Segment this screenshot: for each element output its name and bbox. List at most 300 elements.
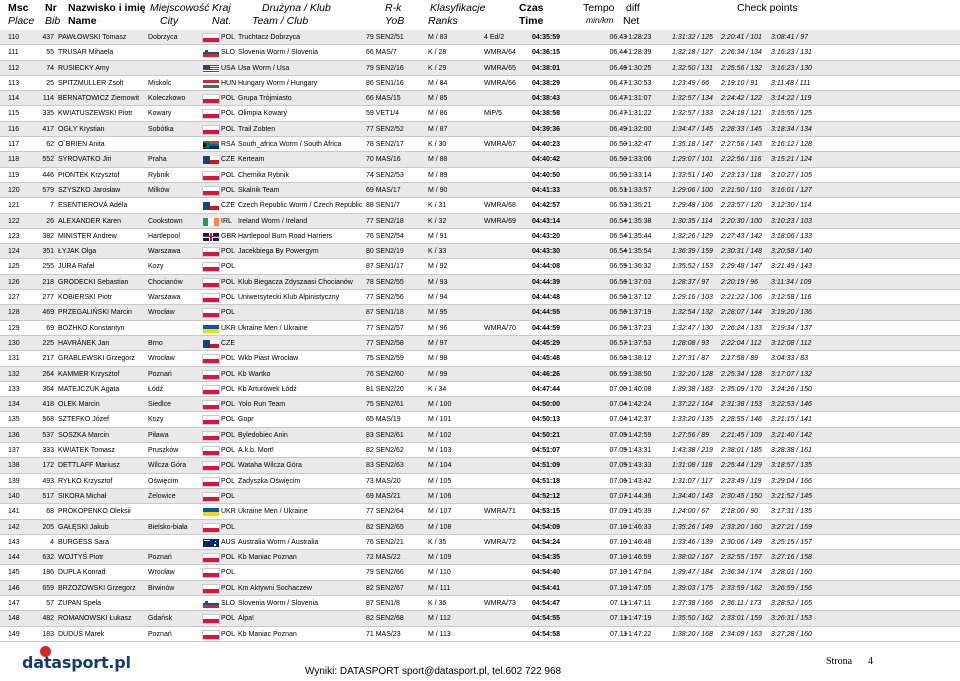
cell-diff: +1:43:31 bbox=[624, 447, 652, 455]
table-row bbox=[0, 106, 960, 121]
cell-time: 04:46:26 bbox=[531, 370, 560, 378]
cell-name: GAŁĘSKI Jakub bbox=[58, 523, 109, 531]
cell-team: Truchtacz Dobrzyca bbox=[238, 34, 300, 41]
cell-city: Gdańsk bbox=[148, 615, 173, 623]
cell-time: 04:54:35 bbox=[531, 554, 560, 562]
cell-time: 04:51:07 bbox=[531, 447, 560, 455]
cell-city: Kowary bbox=[148, 110, 172, 118]
cell-tempo: 07.10 bbox=[609, 538, 627, 546]
cell-pos: 135 bbox=[8, 416, 20, 424]
cell-team: Kb Maniac Poznan bbox=[238, 630, 297, 638]
cell-name: BOZHKO Konstantyn bbox=[58, 324, 125, 332]
cell-cat: M / 85 bbox=[428, 95, 448, 103]
table-row bbox=[0, 550, 960, 565]
cell-name: BERNATOWICZ Ziemowit bbox=[58, 95, 140, 103]
cell-diff: +1:33:06 bbox=[624, 156, 652, 164]
cell-nat: POL bbox=[221, 309, 236, 317]
cell-team: Jacekbiega By Powergym bbox=[238, 248, 319, 256]
cell-bib: 277 bbox=[42, 294, 54, 302]
flag-pol-icon bbox=[203, 478, 219, 486]
cell-team: Czech Republic Worm / Czech Republic bbox=[238, 202, 363, 210]
cell-cp3: 3:10:27 / 105 bbox=[771, 171, 812, 179]
cell-yob: 76 SEN2/54 bbox=[366, 232, 404, 240]
cell-cat: M / 84 bbox=[428, 79, 448, 87]
cell-diff: +1:31:07 bbox=[624, 95, 652, 103]
cell-yob: 77 SEN2/56 bbox=[366, 294, 404, 302]
table-row bbox=[0, 183, 960, 198]
cell-nat: POL bbox=[221, 263, 236, 271]
cell-bib: 446 bbox=[42, 171, 54, 179]
cell-cp1: 1:37:38 / 166 bbox=[672, 599, 713, 607]
cell-team: Usa Worm / Usa bbox=[238, 64, 290, 72]
flag-pol-icon bbox=[203, 355, 219, 363]
cell-name: MINISTER Andrew bbox=[58, 232, 117, 240]
cell-tempo: 06.49 bbox=[609, 125, 627, 133]
cell-diff: +1:44:36 bbox=[624, 492, 652, 500]
cell-tempo: 07.07 bbox=[609, 492, 627, 500]
cell-city: Poznań bbox=[148, 370, 172, 378]
header-minkm: min/km bbox=[586, 15, 614, 25]
flag-pol-icon bbox=[203, 126, 219, 134]
cell-bib: 26 bbox=[46, 217, 54, 225]
cell-name: SIKORA Michał bbox=[58, 492, 107, 500]
cell-name: BURGESS Sara bbox=[58, 538, 109, 546]
cell-nat: POL bbox=[221, 355, 236, 363]
cell-nat: POL bbox=[221, 294, 236, 302]
cell-cp2: 2:30:06 / 149 bbox=[721, 538, 762, 546]
cell-time: 04:50:00 bbox=[531, 401, 560, 409]
cell-bib: 4 bbox=[50, 538, 54, 546]
cell-pos: 140 bbox=[8, 492, 20, 500]
cell-cat: M / 106 bbox=[428, 492, 452, 500]
cell-bib: 264 bbox=[42, 370, 54, 378]
cell-pos: 130 bbox=[8, 339, 20, 347]
cell-diff: +1:35:38 bbox=[624, 217, 652, 225]
cell-cat: K / 28 bbox=[428, 49, 447, 57]
table-row bbox=[0, 581, 960, 596]
cell-cp1: 1:38:20 / 168 bbox=[672, 630, 713, 638]
cell-name: SOSZKA Marcin bbox=[58, 431, 109, 439]
table-row bbox=[0, 275, 960, 290]
cell-cp3: 3:16:12 / 128 bbox=[771, 141, 812, 149]
cell-time: 04:54:40 bbox=[531, 569, 560, 577]
cell-diff: +1:38:12 bbox=[624, 355, 652, 363]
cell-yob: 83 SEN2/61 bbox=[366, 431, 404, 439]
cell-time: 04:54:24 bbox=[531, 538, 560, 546]
table-row bbox=[0, 336, 960, 351]
cell-tempo: 07.11 bbox=[610, 599, 627, 607]
cell-time: 04:47:44 bbox=[531, 385, 560, 393]
cell-city: Siedlce bbox=[148, 401, 171, 409]
table-row bbox=[0, 137, 960, 152]
cell-team: Km Aktywni Sochaczew bbox=[238, 584, 312, 592]
cell-bib: 25 bbox=[46, 79, 54, 87]
results-table bbox=[0, 30, 960, 642]
cell-cp2: 2:23:49 / 119 bbox=[721, 477, 762, 485]
cell-bib: 579 bbox=[42, 186, 54, 194]
cell-nat: POL bbox=[221, 416, 236, 424]
cell-cp1: 1:30:35 / 114 bbox=[672, 217, 713, 225]
cell-bib: 382 bbox=[42, 232, 54, 240]
cell-cp2: 2:32:55 / 157 bbox=[721, 554, 762, 562]
cell-wmra: WMRA/70 bbox=[484, 324, 516, 332]
table-row bbox=[0, 351, 960, 366]
logo-text: datasport.pl bbox=[22, 653, 131, 672]
cell-cp1: 1:29:06 / 100 bbox=[672, 186, 713, 194]
cell-time: 04:53:15 bbox=[531, 508, 560, 516]
cell-cat: M / 105 bbox=[428, 477, 452, 485]
cell-bib: 632 bbox=[42, 554, 54, 562]
cell-diff: +1:46:48 bbox=[624, 538, 652, 546]
cell-bib: 172 bbox=[42, 462, 54, 470]
cell-cp2: 2:20:30 / 100 bbox=[721, 217, 762, 225]
cell-diff: +1:37:23 bbox=[624, 324, 652, 332]
cell-bib: 7 bbox=[50, 202, 54, 210]
cell-yob: 82 SEN2/62 bbox=[366, 447, 404, 455]
cell-cp3: 3:19:34 / 137 bbox=[771, 324, 812, 332]
cell-name: PIONTEK Krzysztof bbox=[58, 171, 120, 179]
cell-cp1: 1:32:47 / 130 bbox=[672, 324, 713, 332]
table-row bbox=[0, 489, 960, 504]
cell-time: 04:51:09 bbox=[531, 462, 560, 470]
cell-diff: +1:43:42 bbox=[624, 477, 652, 485]
cell-team: South_africa Worm / South Africa bbox=[238, 141, 342, 149]
flag-slo-icon bbox=[203, 600, 219, 608]
cell-pos: 119 bbox=[8, 171, 20, 179]
cell-cp3: 3:27:28 / 160 bbox=[771, 630, 812, 638]
cell-wmra: WMRA/73 bbox=[484, 599, 516, 607]
cell-tempo: 07.05 bbox=[609, 431, 627, 439]
cell-diff: +1:37:53 bbox=[624, 339, 652, 347]
cell-cp2: 2:29:48 / 147 bbox=[721, 263, 762, 271]
cell-city: Brwinów bbox=[148, 584, 175, 592]
cell-nat: POL bbox=[221, 125, 236, 133]
cell-wmra: 4 Ed/2 bbox=[484, 34, 505, 41]
footer bbox=[0, 646, 960, 681]
cell-nat: POL bbox=[221, 462, 236, 470]
cell-diff: +1:30:53 bbox=[624, 79, 652, 87]
cell-nat: POL bbox=[221, 401, 236, 409]
cell-bib: 205 bbox=[42, 523, 54, 531]
cell-cp1: 1:35:26 / 149 bbox=[672, 523, 713, 531]
cell-yob: 79 SEN2/16 bbox=[366, 64, 404, 72]
flag-pol-icon bbox=[203, 447, 219, 455]
cell-cp1: 1:39:47 / 184 bbox=[672, 569, 713, 577]
cell-pos: 113 bbox=[8, 79, 20, 87]
table-row bbox=[0, 611, 960, 626]
cell-nat: POL bbox=[221, 492, 236, 500]
cell-time: 04:50:21 bbox=[531, 431, 560, 439]
header-kraj: Kraj bbox=[212, 2, 231, 14]
cell-cp2: 2:25:44 / 129 bbox=[721, 462, 762, 470]
cell-diff: +1:46:33 bbox=[624, 523, 652, 531]
cell-nat: POL bbox=[221, 95, 236, 103]
cell-diff: +1:43:33 bbox=[624, 462, 652, 470]
cell-cat: M / 103 bbox=[428, 447, 452, 455]
cell-time: 04:45:48 bbox=[531, 355, 560, 363]
cell-bib: 659 bbox=[42, 584, 54, 592]
cell-cat: M / 95 bbox=[428, 309, 448, 317]
cell-cat: M / 90 bbox=[428, 186, 448, 194]
cell-pos: 116 bbox=[8, 125, 20, 133]
table-row bbox=[0, 596, 960, 611]
cell-cat: M / 92 bbox=[428, 263, 448, 271]
cell-cat: M / 91 bbox=[428, 232, 448, 240]
table-row bbox=[0, 397, 960, 412]
cell-nat: HUN bbox=[221, 79, 237, 87]
cell-nat: POL bbox=[221, 431, 236, 439]
flag-cze-icon bbox=[203, 202, 219, 210]
cell-cp1: 1:31:32 / 125 bbox=[672, 34, 713, 41]
cell-city: Warszawa bbox=[148, 248, 181, 256]
cell-tempo: 06.54 bbox=[609, 217, 627, 225]
cell-pos: 133 bbox=[8, 385, 20, 393]
cell-city: Cookstown bbox=[148, 217, 183, 225]
cell-diff: +1:32:47 bbox=[624, 141, 652, 149]
cell-cat: K / 32 bbox=[428, 217, 447, 225]
cell-tempo: 07.04 bbox=[609, 416, 627, 424]
cell-city: Łódź bbox=[148, 385, 164, 393]
table-row bbox=[0, 290, 960, 305]
cell-cat: M / 87 bbox=[428, 125, 448, 133]
cell-city: Warszawa bbox=[148, 294, 181, 302]
cell-city: Praha bbox=[148, 156, 167, 164]
cell-yob: 82 SEN2/65 bbox=[366, 523, 404, 531]
cell-bib: 218 bbox=[42, 278, 54, 286]
cell-cat: M / 113 bbox=[428, 630, 451, 638]
cell-yob: 82 SEN2/67 bbox=[366, 584, 404, 592]
cell-name: HAVRÁNEK Jan bbox=[58, 339, 110, 347]
cell-yob: 77 SEN2/18 bbox=[366, 217, 404, 225]
cell-cp2: 2:23:13 / 118 bbox=[721, 171, 762, 179]
cell-yob: 75 SEN2/59 bbox=[366, 355, 404, 363]
cell-cp3: 3:12:08 / 112 bbox=[771, 339, 812, 347]
cell-pos: 128 bbox=[8, 309, 20, 317]
cell-bib: 68 bbox=[46, 508, 54, 516]
cell-diff: +1:28:23 bbox=[624, 34, 652, 41]
cell-cp3: 3:18:34 / 134 bbox=[771, 125, 812, 133]
cell-cp3: 3:26:59 / 156 bbox=[771, 584, 812, 592]
cell-nat: POL bbox=[221, 523, 236, 531]
cell-cp2: 2:26:34 / 134 bbox=[721, 49, 762, 57]
cell-bib: 62 bbox=[46, 141, 54, 149]
cell-wmra: WMRA/64 bbox=[484, 49, 516, 57]
cell-diff: +1:35:54 bbox=[624, 248, 652, 256]
cell-team: Grupa Trójmiasto bbox=[238, 95, 292, 103]
cell-nat: POL bbox=[221, 554, 236, 562]
cell-name: PROKOPENKO Oleksii bbox=[58, 508, 131, 516]
cell-city: Hartlepool bbox=[148, 232, 180, 240]
cell-pos: 110 bbox=[8, 34, 20, 41]
cell-cp3: 3:16:23 / 130 bbox=[771, 64, 812, 72]
flag-ukr-icon bbox=[203, 325, 219, 333]
cell-name: JURA Rafał bbox=[58, 263, 95, 271]
cell-time: 04:44:55 bbox=[531, 309, 560, 317]
cell-cp3: 3:18:06 / 133 bbox=[771, 232, 812, 240]
cell-cp1: 1:29:48 / 106 bbox=[672, 202, 713, 210]
cell-cp1: 1:32:20 / 128 bbox=[672, 370, 713, 378]
cell-yob: 59 VET1/4 bbox=[366, 110, 400, 118]
cell-nat: CZE bbox=[221, 339, 235, 347]
flag-rsa-icon bbox=[203, 141, 219, 149]
flag-pol-icon bbox=[203, 524, 219, 532]
cell-diff: +1:36:32 bbox=[624, 263, 652, 271]
cell-nat: UKR bbox=[221, 508, 236, 516]
cell-diff: +1:30:25 bbox=[624, 64, 652, 72]
header-bib: Bib bbox=[45, 15, 61, 27]
cell-team: Byledobiec Anin bbox=[238, 431, 288, 439]
cell-yob: 77 SEN2/57 bbox=[366, 324, 404, 332]
cell-diff: +1:47:05 bbox=[624, 584, 652, 592]
cell-team: A.k.b. Mort! bbox=[238, 447, 274, 455]
cell-tempo: 07.10 bbox=[609, 523, 627, 531]
cell-diff: +1:40:08 bbox=[624, 385, 652, 393]
cell-yob: 78 SEN2/17 bbox=[366, 141, 404, 149]
cell-cp2: 2:36:34 / 174 bbox=[721, 569, 762, 577]
cell-wmra: WMRA/69 bbox=[484, 217, 516, 225]
header-rk: R-k bbox=[385, 2, 402, 14]
cell-cp3: 3:16:01 / 127 bbox=[771, 186, 812, 194]
cell-pos: 146 bbox=[8, 584, 20, 592]
cell-cp3: 3:28:52 / 165 bbox=[771, 599, 812, 607]
table-row bbox=[0, 259, 960, 274]
cell-diff: +1:35:44 bbox=[624, 232, 652, 240]
cell-cp1: 1:32:57 / 133 bbox=[672, 110, 713, 118]
cell-cp3: 3:12:30 / 114 bbox=[771, 202, 812, 210]
flag-pol-icon bbox=[203, 263, 219, 271]
cell-cp3: 3:22:53 / 146 bbox=[771, 401, 812, 409]
column-header bbox=[0, 0, 960, 30]
cell-diff: +1:47:11 bbox=[624, 599, 651, 607]
cell-bib: 335 bbox=[42, 110, 54, 118]
cell-cp1: 1:35:50 / 162 bbox=[672, 615, 713, 623]
cell-nat: AUS bbox=[221, 538, 236, 546]
cell-name: WOJTYŚ Piotr bbox=[58, 554, 104, 562]
cell-tempo: 07.00 bbox=[609, 385, 627, 393]
cell-cat: M / 99 bbox=[428, 370, 448, 378]
cell-team: Zadyszka Oświęcim bbox=[238, 477, 301, 485]
cell-team: Slovenia Worm / Slovenia bbox=[238, 49, 319, 57]
table-row bbox=[0, 382, 960, 397]
cell-name: GRODECKI Sebastian bbox=[58, 278, 129, 286]
cell-diff: +1:42:59 bbox=[624, 431, 652, 439]
cell-time: 04:54:47 bbox=[531, 599, 560, 607]
cell-nat: POL bbox=[221, 584, 236, 592]
flag-gbr-icon bbox=[203, 233, 219, 241]
flag-pol-icon bbox=[203, 416, 219, 424]
cell-cp2: 2:21:50 / 110 bbox=[721, 186, 762, 194]
cell-team: Skalnik Team bbox=[238, 186, 280, 194]
cell-team: Kb Wartko bbox=[238, 370, 271, 378]
cell-bib: 183 bbox=[42, 630, 54, 638]
cell-yob: 65 MAS/19 bbox=[366, 416, 401, 424]
cell-cp1: 1:27:56 / 89 bbox=[672, 431, 709, 439]
cell-cp1: 1:39:03 / 175 bbox=[672, 584, 713, 592]
cell-nat: POL bbox=[221, 447, 236, 455]
cell-bib: 255 bbox=[42, 263, 54, 271]
cell-name: BRZOZOWSKI Grzegorz bbox=[58, 584, 136, 592]
flag-pol-icon bbox=[203, 493, 219, 501]
cell-yob: 87 SEN1/18 bbox=[366, 309, 404, 317]
cell-time: 04:54:55 bbox=[531, 615, 560, 623]
header-checkpoints: Check points bbox=[737, 2, 798, 14]
cell-yob: 79 SEN2/51 bbox=[366, 34, 404, 41]
cell-cat: M / 93 bbox=[428, 278, 448, 286]
flag-slo-icon bbox=[203, 49, 219, 57]
cell-diff: +1:46:59 bbox=[624, 554, 652, 562]
cell-city: Żelowice bbox=[148, 492, 176, 500]
cell-diff: +1:31:22 bbox=[624, 110, 652, 118]
flag-aus-icon bbox=[203, 539, 219, 547]
cell-tempo: 06.56 bbox=[609, 278, 627, 286]
cell-bib: 568 bbox=[42, 416, 54, 424]
cell-time: 04:35:59 bbox=[531, 34, 560, 41]
cell-team: Wataha Wilcza Góra bbox=[238, 462, 302, 470]
cell-tempo: 06.55 bbox=[609, 263, 627, 271]
cell-bib: 552 bbox=[42, 156, 54, 164]
cell-bib: 351 bbox=[42, 248, 54, 256]
header-city-pl: Miejscowość bbox=[150, 2, 210, 14]
cell-city: Wrocław bbox=[148, 569, 175, 577]
cell-cp3: 3:16:23 / 131 bbox=[771, 49, 812, 57]
flag-pol-icon bbox=[203, 462, 219, 470]
cell-cp1: 1:32:50 / 131 bbox=[672, 64, 713, 72]
cell-city: Oświęcim bbox=[148, 477, 179, 485]
cell-nat: USA bbox=[221, 64, 236, 72]
cell-yob: 69 MAS/17 bbox=[366, 186, 401, 194]
flag-pol-icon bbox=[203, 110, 219, 118]
header-tempo: Tempo bbox=[583, 2, 615, 14]
cell-time: 04:39:36 bbox=[531, 125, 560, 133]
cell-team: Slovenia Worm / Slovenia bbox=[238, 599, 319, 607]
table-row bbox=[0, 458, 960, 473]
cell-tempo: 06.47 bbox=[609, 110, 627, 118]
table-row bbox=[0, 412, 960, 427]
header-czas: Czas bbox=[519, 2, 544, 14]
table-row bbox=[0, 76, 960, 91]
flag-irl-icon bbox=[203, 218, 219, 226]
flag-pol-icon bbox=[203, 615, 219, 623]
cell-bib: 333 bbox=[42, 447, 54, 455]
cell-name: KWIATEK Tomasz bbox=[58, 447, 115, 455]
cell-cp1: 1:39:38 / 183 bbox=[672, 385, 713, 393]
cell-wmra: MiP/5 bbox=[484, 110, 502, 118]
flag-pol-icon bbox=[203, 279, 219, 287]
cell-name: RUSIECKY Amy bbox=[58, 64, 110, 72]
cell-cat: M / 98 bbox=[428, 355, 448, 363]
cell-cp1: 1:28:37 / 97 bbox=[672, 278, 709, 286]
cell-cp2: 2:35:09 / 170 bbox=[721, 385, 762, 393]
cell-cp2: 2:31:38 / 153 bbox=[721, 401, 762, 409]
cell-tempo: 06.56 bbox=[609, 309, 627, 317]
cell-yob: 72 MAS/22 bbox=[366, 554, 401, 562]
cell-cp1: 1:28:08 / 93 bbox=[672, 339, 709, 347]
cell-tempo: 07.05 bbox=[609, 462, 627, 470]
cell-pos: 111 bbox=[8, 49, 19, 57]
cell-pos: 134 bbox=[8, 401, 20, 409]
cell-yob: 76 SEN2/21 bbox=[366, 538, 404, 546]
cell-yob: 82 SEN2/68 bbox=[366, 615, 404, 623]
cell-cat: K / 31 bbox=[428, 202, 447, 210]
cell-name: OLEK Marcin bbox=[58, 401, 100, 409]
cell-name: PRZEGALIŃSKI Marcin bbox=[58, 309, 132, 317]
page-label: Strona bbox=[826, 656, 853, 667]
cell-bib: 217 bbox=[42, 355, 54, 363]
cell-time: 04:44:59 bbox=[531, 324, 560, 332]
cell-team: Hartlepool Burn Road Harriers bbox=[238, 232, 333, 240]
table-row bbox=[0, 535, 960, 550]
cell-nat: POL bbox=[221, 370, 236, 378]
